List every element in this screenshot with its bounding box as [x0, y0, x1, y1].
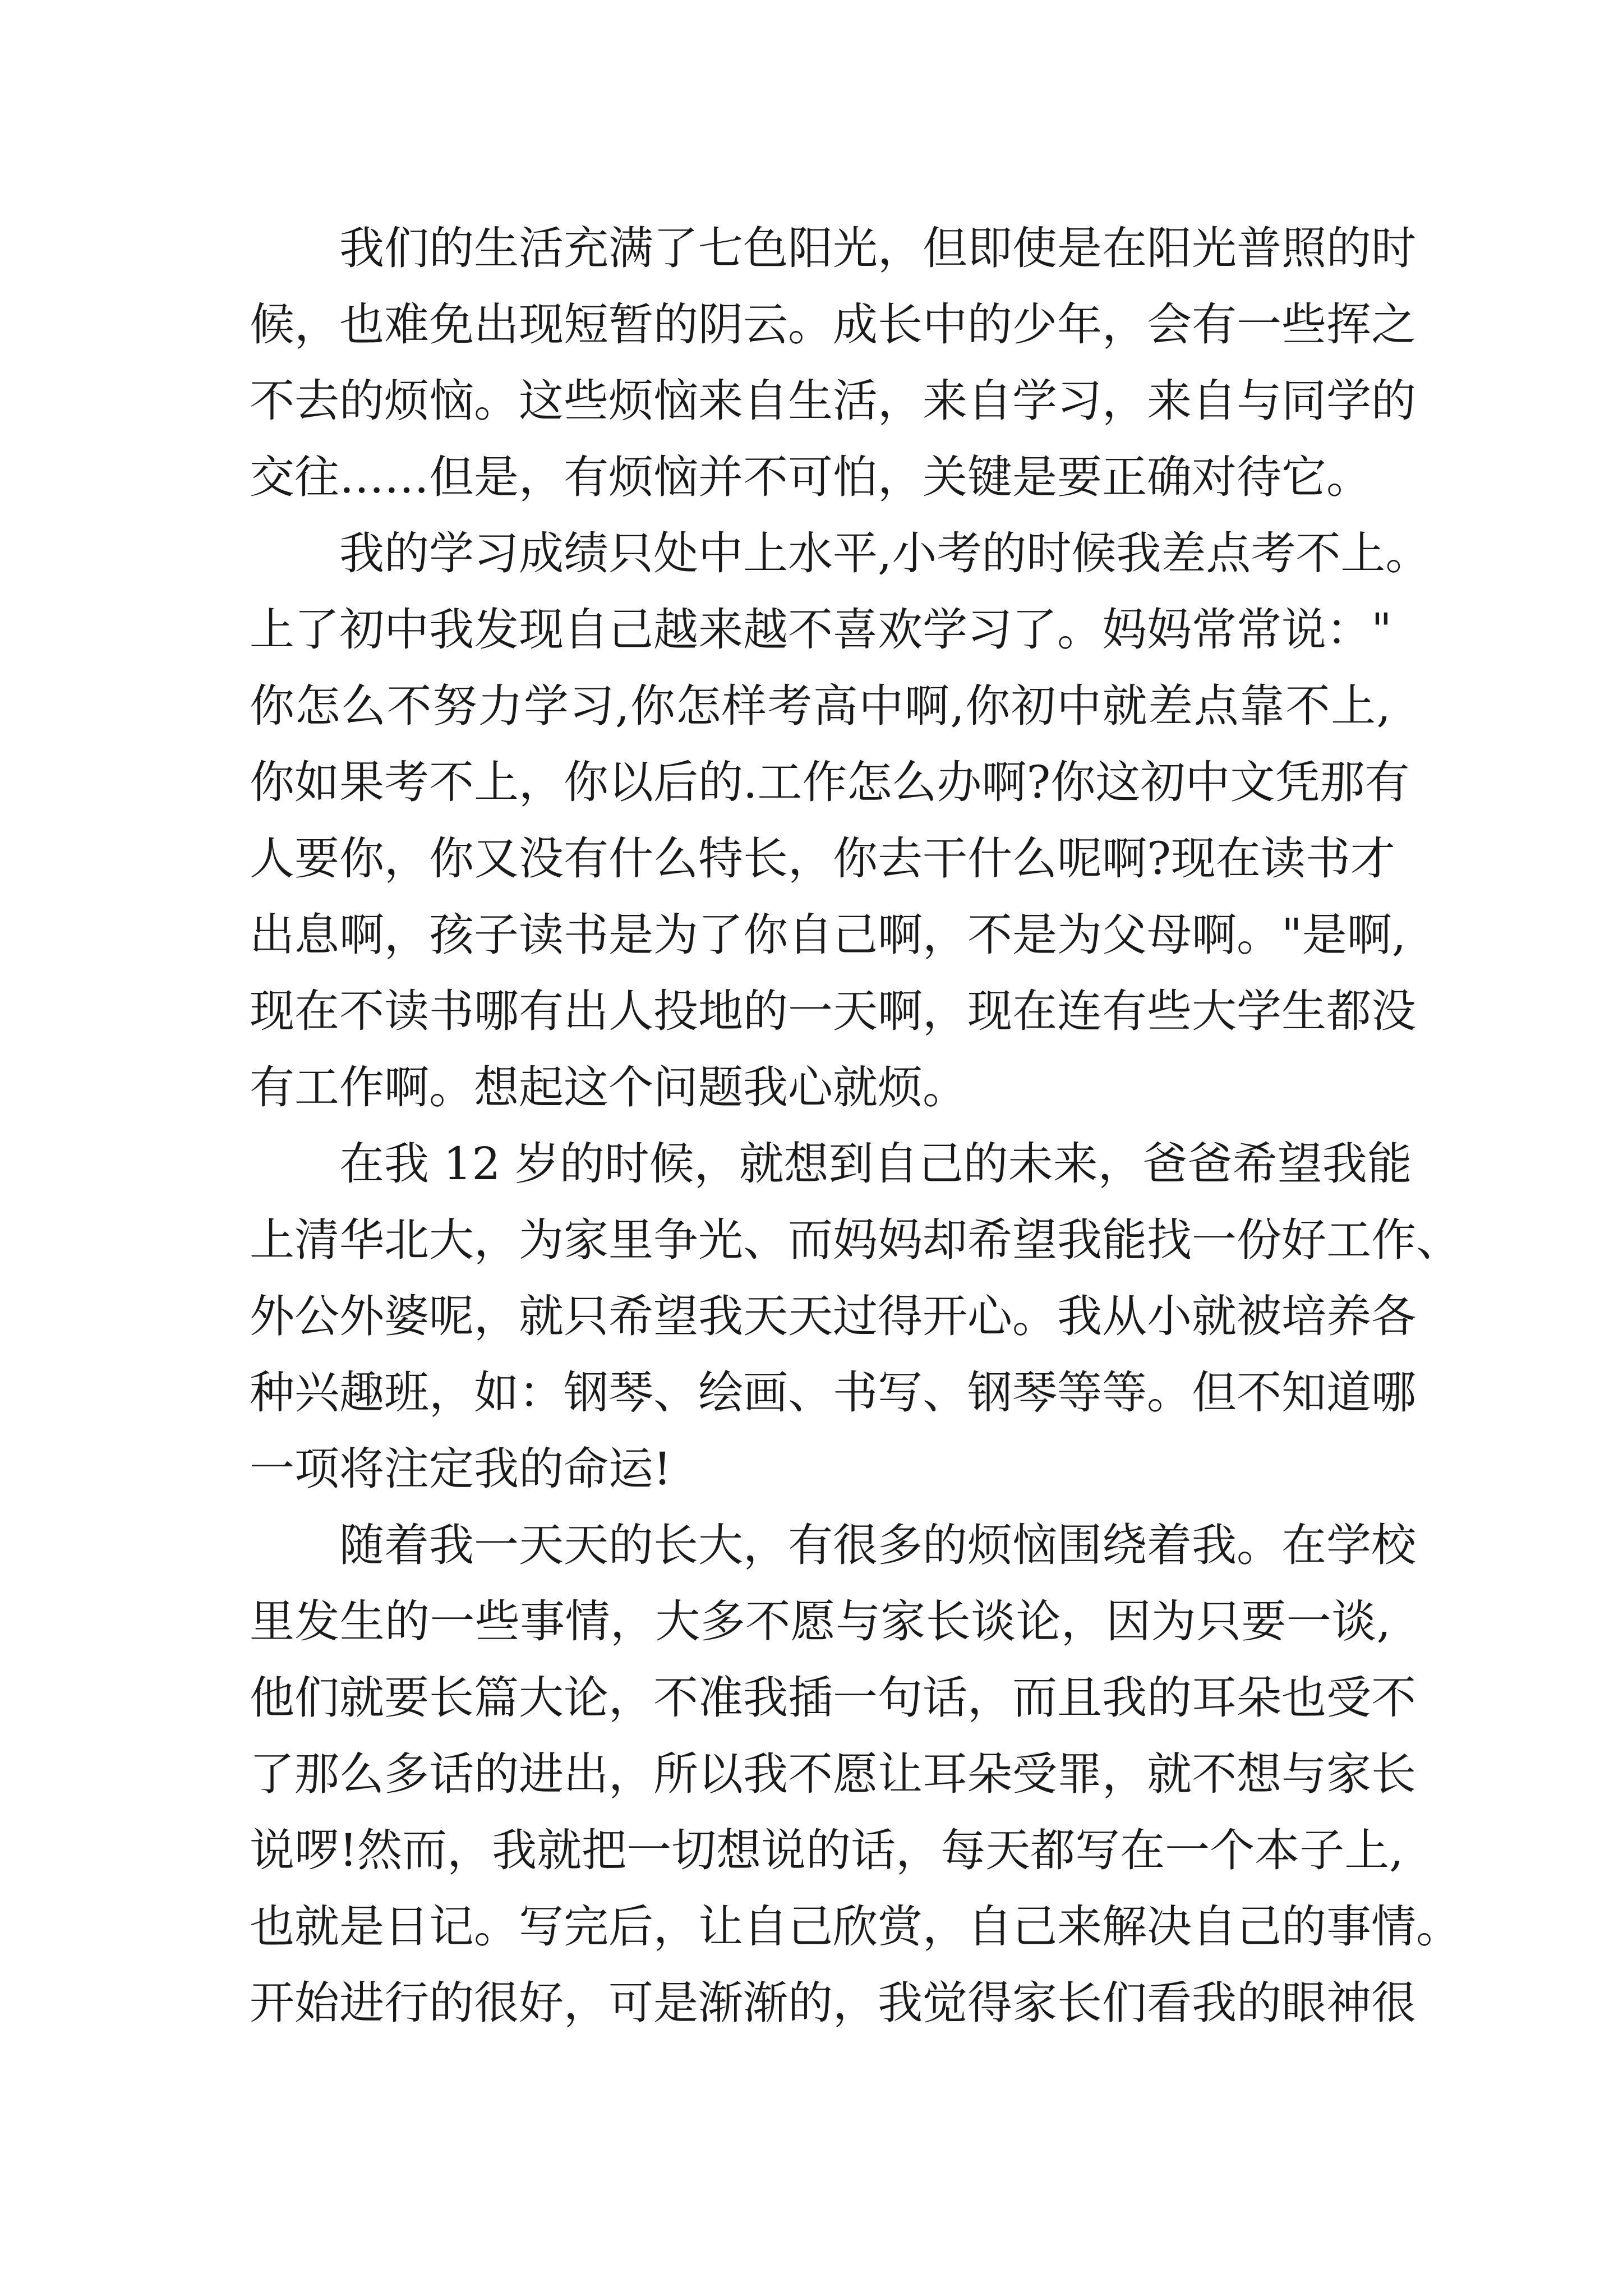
paragraph-2-line-4: 你如果考不上，你以后的.工作怎么办啊?你这初中文凭那有: [250, 756, 1410, 808]
paragraph-4-line-5: 说啰!然而，我就把一切想说的话，每天都写在一个本子上,: [250, 1824, 1404, 1876]
paragraph-2-line-8: 有工作啊。想起这个问题我心就烦。: [250, 1061, 967, 1114]
paragraph-3-line-3: 外公外婆呢，就只希望我天天过得开心。我从小就被培养各: [250, 1290, 1416, 1342]
paragraph-4-line-7: 开始进行的很好，可是渐渐的，我觉得家长们看我的眼神很: [250, 1977, 1416, 2029]
paragraph-2-line-2: 上了初中我发现自己越来越不喜欢学习了。妈妈常常说：": [250, 604, 1392, 656]
paragraph-4-line-6: 也就是日记。写完后，让自己欣赏，自己来解决自己的事情。: [250, 1901, 1461, 1953]
paragraph-4-line-4: 了那么多话的进出，所以我不愿让耳朵受罪，就不想与家长: [250, 1748, 1416, 1800]
paragraph-3-line-5: 一项将注定我的命运!: [250, 1443, 672, 1495]
paragraph-2-line-3: 你怎么不努力学习,你怎样考高中啊,你初中就差点靠不上,: [250, 680, 1391, 732]
paragraph-4-line-3: 他们就要长篇大论，不准我插一句话，而且我的耳朵也受不: [250, 1672, 1416, 1724]
paragraph-1-line-1: 我们的生活充满了七色阳光，但即使是在阳光普照的时: [339, 222, 1416, 274]
paragraph-2-line-7: 现在不读书哪有出人投地的一天啊，现在连有些大学生都没: [250, 985, 1416, 1037]
paragraph-2-line-1: 我的学习成绩只处中上水平,小考的时候我差点考不上。: [339, 527, 1431, 579]
paragraph-2-line-6: 出息啊，孩子读书是为了你自己啊，不是为父母啊。"是啊,: [250, 909, 1407, 961]
paragraph-3-line-1: 在我 12 岁的时候，就想到自己的未来，爸爸希望我能: [339, 1138, 1412, 1190]
paragraph-4-line-1: 随着我一天天的长大，有很多的烦恼围绕着我。在学校: [339, 1519, 1416, 1571]
paragraph-2-line-5: 人要你，你又没有什么特长，你去干什么呢啊?现在读书才: [250, 832, 1395, 885]
essay-body: [250, 210, 1461, 2041]
paragraph-3-line-4: 种兴趣班，如：钢琴、绘画、书写、钢琴等等。但不知道哪: [250, 1366, 1416, 1419]
paragraph-4-line-2: 里发生的一些事情，大多不愿与家长谈论，因为只要一谈,: [250, 1595, 1391, 1648]
paragraph-1-line-4: 交往……但是，有烦恼并不可怕，关键是要正确对待它。: [250, 451, 1371, 503]
paragraph-3-line-2: 上清华北大，为家里争光、而妈妈却希望我能找一份好工作、: [250, 1214, 1461, 1266]
paragraph-1-line-2: 候，也难免出现短暂的阴云。成长中的少年，会有一些挥之: [250, 298, 1416, 351]
paragraph-1-line-3: 不去的烦恼。这些烦恼来自生活，来自学习，来自与同学的: [250, 375, 1416, 427]
